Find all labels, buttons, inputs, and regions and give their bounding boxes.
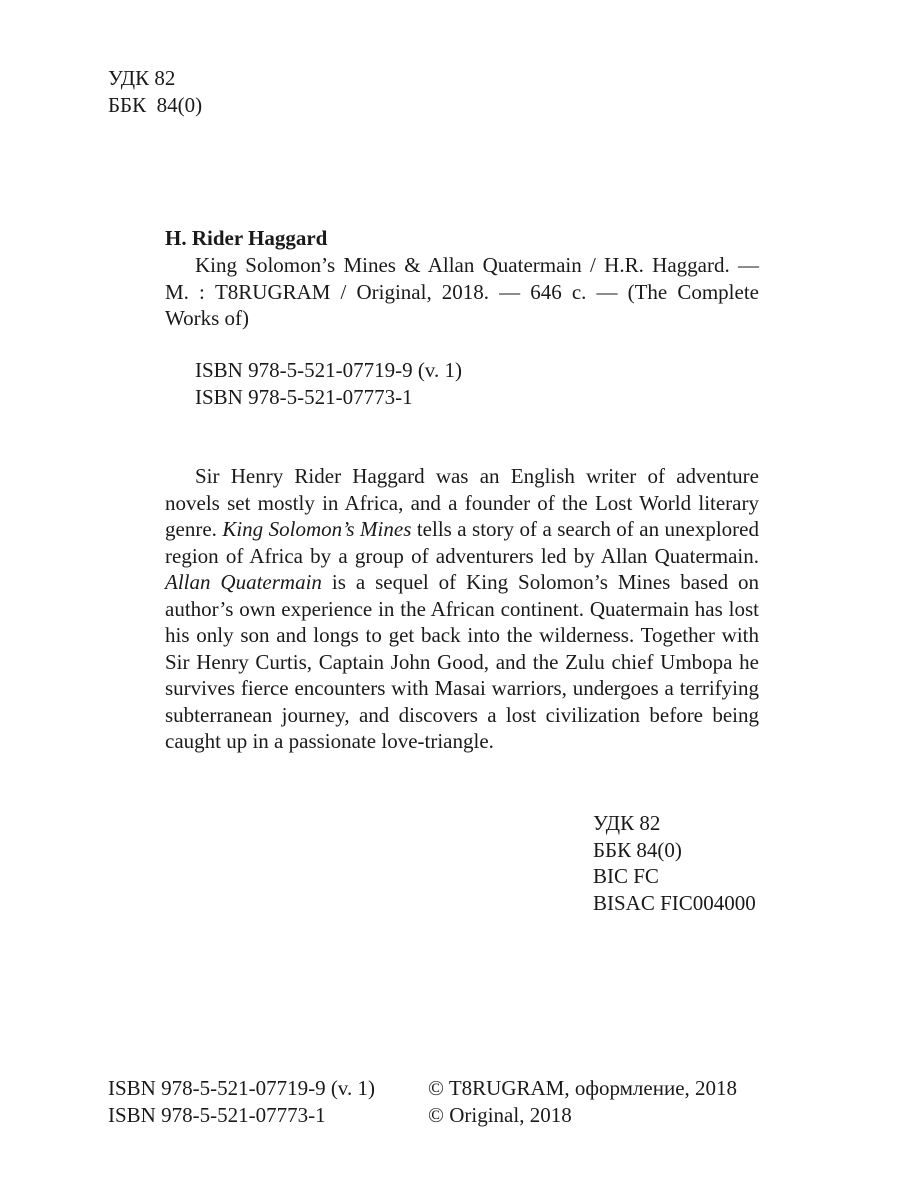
annotation-text-2: tells a story of a search of an unexplored region of Africa by a group of adventurers led by Allan Quatermain.: [165, 517, 759, 568]
isbn-volume: ISBN 978-5-521-07719-9 (v. 1): [195, 358, 462, 382]
bottom-isbn-volume: ISBN 978-5-521-07719-9 (v. 1): [108, 1076, 375, 1100]
title-allan-quatermain: Allan Quatermain: [165, 570, 322, 594]
copyright-block: [428, 1075, 737, 1128]
bbk-code-right: ББК 84(0): [593, 837, 682, 862]
copyright-original: © Original, 2018: [428, 1102, 572, 1127]
classification-codes: [593, 810, 756, 916]
copyright-design: © T8RUGRAM, оформление, 2018: [428, 1076, 738, 1100]
bic-code: BIC FC: [593, 864, 659, 888]
isbn-set: ISBN 978-5-521-07773-1: [195, 384, 413, 409]
top-classification-codes: [108, 65, 202, 118]
udk-code-right: УДК 82: [593, 811, 661, 835]
bottom-isbn-block: [108, 1075, 375, 1128]
bbk-code: ББК 84(0): [108, 92, 203, 117]
author-name: H. Rider Haggard: [165, 226, 328, 250]
annotation-paragraph: [165, 463, 759, 755]
udk-code: УДК 82: [108, 66, 176, 90]
bibliographic-description: King Solomon’s Mines & Allan Quatermain / H.R. Haggard. — М. : T8RUGRAM / Original, 2018. — 646 с. — (The Complete Works of): [165, 253, 759, 330]
annotation-text-3: is a sequel of King Solomon’s Mines based on author’s own experience in the African continent. Quatermain has lost his only son and longs to get back into the wilderness. Together with Sir Henry Curtis, Captain John Good, and the Zulu chief Umbopa he survives fierce encounters with Masai warriors, undergoes a terrifying subterranean journey, and discovers a lost civilization before being caught up in a passionate love-triangle.: [165, 570, 759, 753]
isbn-block: [195, 357, 462, 410]
bottom-isbn-set: ISBN 978-5-521-07773-1: [108, 1102, 326, 1127]
annotation-text-1: Sir Henry Rider Haggard was an English writer of adventure novels set mostly in Africa, and a founder of the Lost World literary genre.: [165, 464, 759, 541]
bisac-code: BISAC FIC004000: [593, 890, 756, 915]
title-king-solomons-mines: King Solomon’s Mines: [222, 517, 412, 541]
